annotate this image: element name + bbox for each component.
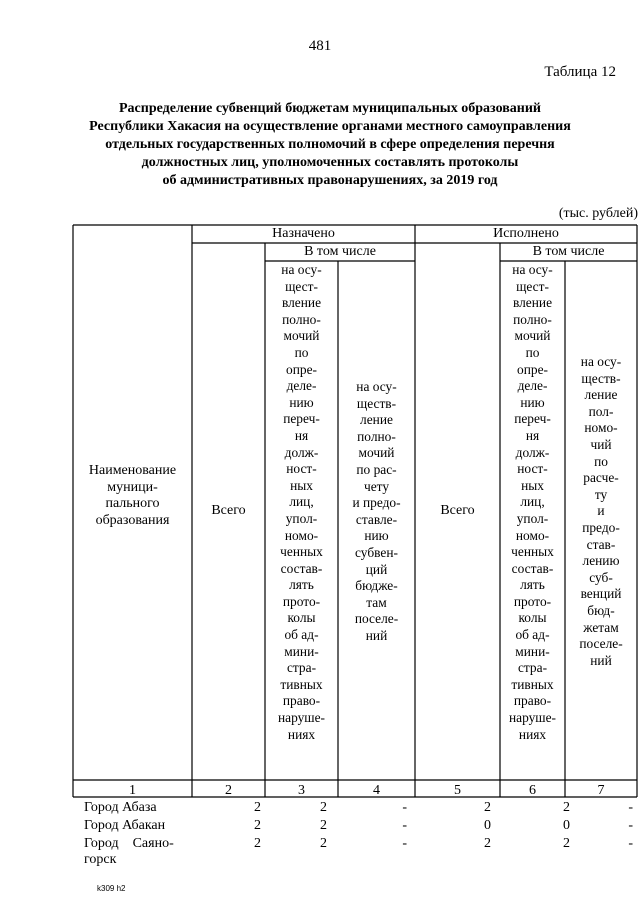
row-value: - (402, 800, 407, 815)
row-value: 2 (320, 800, 327, 815)
column-number: 4 (373, 783, 380, 798)
column-number: 2 (225, 783, 232, 798)
row-municipality-name: Город Абаза (84, 800, 157, 815)
row-value: - (628, 800, 633, 815)
title-line: должностных лиц, уполномоченных составлять протоколы (141, 155, 519, 170)
header-col6-powers-list: на осу- щест- вление полно- мочий по опре- деле- нию переч- ня долж- ност- ных лиц, упол- номо- ченных состав- лять прото- колы об ад- мини- стра- тивных право- наруше- ниях (508, 262, 557, 742)
row-value: 2 (563, 800, 570, 815)
row-value: 2 (254, 800, 261, 815)
header-municipality-name: Наименование муници- пального образования (88, 463, 177, 528)
header-col3-powers-list: на осу- щест- вление полно- мочий по опре- деле- нию переч- ня долж- ност- ных лиц, упол- номо- ченных состав- лять прото- колы об ад- мини- стра- тивных право- наруше- ниях (277, 262, 326, 742)
row-value: - (628, 836, 633, 851)
row-value: 2 (484, 800, 491, 815)
row-value: 0 (484, 818, 491, 833)
header-executed: Исполнено (493, 226, 559, 241)
title-line: об административных правонарушениях, за 2019 год (162, 173, 498, 188)
column-number: 3 (298, 783, 305, 798)
column-number: 7 (597, 783, 605, 798)
header-col4-settlements: на осу- ществ- ление полно- мочий по рас- чету и предо- ставле- нию субвен- ций бюдже- там поселе- ний (352, 379, 401, 643)
header-including-assigned: В том числе (304, 244, 376, 259)
title-line: Распределение субвенций бюджетам муниципальных образований (119, 101, 541, 116)
row-municipality-name: Город Абакан (84, 818, 166, 833)
row-value: 2 (563, 836, 570, 851)
row-value: 0 (563, 818, 570, 833)
row-value: - (402, 836, 407, 851)
header-total-executed: Всего (440, 503, 475, 518)
row-value: 2 (254, 836, 261, 851)
header-assigned: Назначено (272, 226, 335, 241)
column-number: 5 (454, 783, 461, 798)
title-line: Республики Хакасия на осуществление органами местного самоуправления (89, 119, 571, 134)
footer-code: k309 h2 (97, 884, 126, 893)
row-value: - (402, 818, 407, 833)
page-number: 481 (308, 38, 332, 54)
column-number: 1 (129, 783, 136, 798)
header-including-executed: В том числе (532, 244, 605, 259)
row-value: - (628, 818, 633, 833)
units-label: (тыс. рублей) (558, 206, 638, 221)
row-municipality-name: Город Саяно- горск (84, 836, 174, 867)
title-line: отдельных государственных полномочий в сфере определения перечня (105, 137, 555, 152)
table-label: Таблица 12 (544, 64, 616, 80)
column-number: 6 (529, 783, 536, 798)
row-value: 2 (320, 818, 327, 833)
row-value: 2 (320, 836, 327, 851)
header-total-assigned: Всего (211, 503, 246, 518)
row-value: 2 (484, 836, 491, 851)
header-col7-settlements: на осу- ществ- ление пол- номо- чий по расче- ту и предо- став- лению суб- венций бюд- жетам поселе- ний (579, 354, 623, 668)
row-value: 2 (254, 818, 261, 833)
